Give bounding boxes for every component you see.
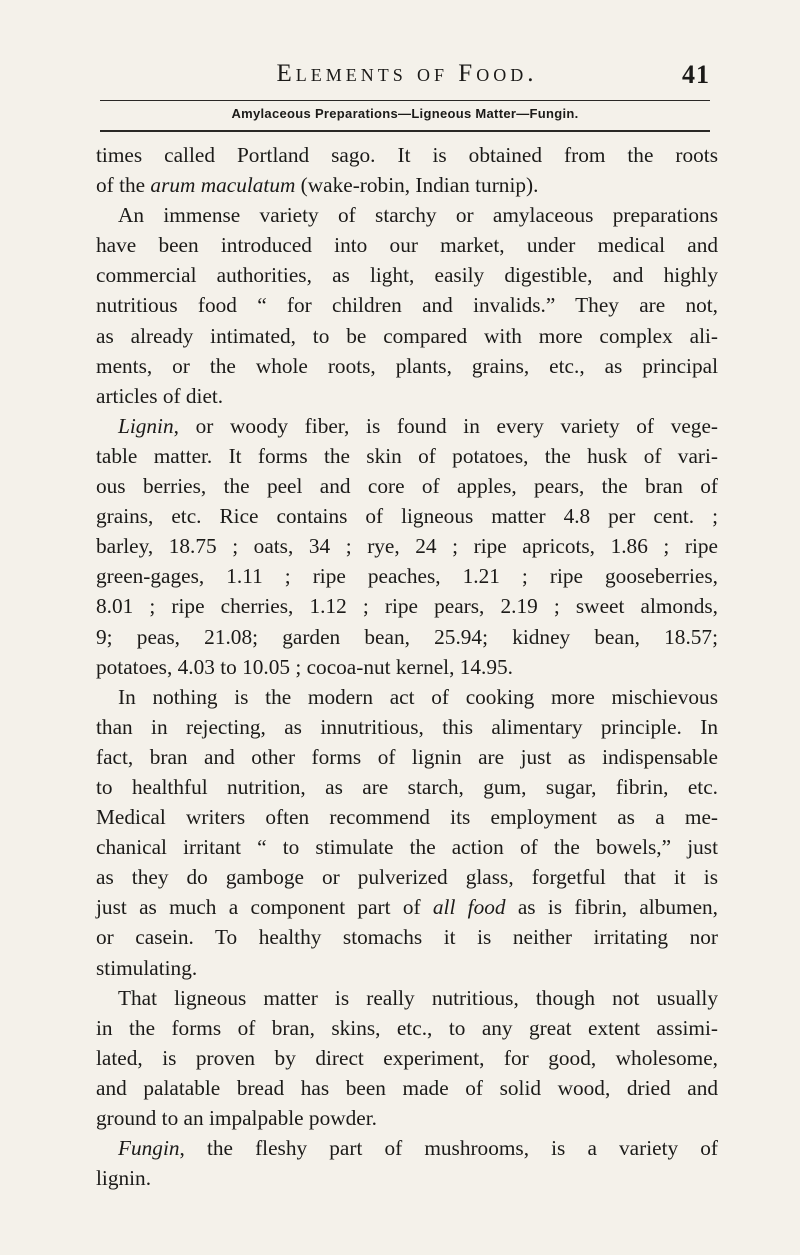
text-segment: of the xyxy=(96,173,151,198)
text-line xyxy=(96,471,718,501)
text-segment: commercial authorities, as light, easily digestible, and highly xyxy=(96,263,718,288)
text-segment: , the fleshy part of mushrooms, is a variety of xyxy=(179,1136,718,1161)
text-segment: as already intimated, to be compared with more complex ali- xyxy=(96,323,718,348)
text-line xyxy=(96,832,718,862)
text-line xyxy=(96,922,718,952)
text-segment: barley, 18.75 ; oats, 34 ; rye, 24 ; ripe apricots, 1.86 ; ripe xyxy=(96,534,718,559)
text-line xyxy=(96,862,718,892)
text-line xyxy=(96,260,718,290)
text-segment: , or woody fiber, is found in every variety of vege- xyxy=(173,413,718,438)
text-segment: times called Portland sago. It is obtained from the roots xyxy=(96,143,718,167)
text-segment: lated, is proven by direct experiment, for good, wholesome, xyxy=(96,1045,718,1070)
text-segment: 8.01 ; ripe cherries, 1.12 ; ripe pears, 2.19 ; sweet almonds, xyxy=(96,594,718,619)
text-line xyxy=(96,983,718,1013)
text-line xyxy=(96,1133,718,1163)
text-line xyxy=(96,441,718,471)
text-line xyxy=(96,501,718,531)
text-segment: and palatable bread has been made of solid wood, dried and xyxy=(96,1075,718,1100)
text-segment: That ligneous matter is really nutritious, though not usually xyxy=(118,985,718,1010)
text-line xyxy=(96,381,718,411)
text-line xyxy=(96,1073,718,1103)
italic-text: all food xyxy=(432,895,506,920)
text-line xyxy=(96,622,718,652)
text-segment: or casein. To healthy stomachs it is neither irritating nor xyxy=(96,925,718,950)
running-title: Elements of Food. xyxy=(276,60,538,87)
text-segment: articles of diet. xyxy=(96,383,224,408)
text-line xyxy=(96,1043,718,1073)
header-rule-bottom xyxy=(100,130,710,132)
text-line xyxy=(96,230,718,260)
running-head xyxy=(104,60,710,100)
text-segment: just as much a component part of xyxy=(96,895,433,920)
text-segment: green-gages, 1.11 ; ripe peaches, 1.21 ; ripe gooseberries, xyxy=(96,564,718,589)
text-line xyxy=(96,682,718,712)
text-line xyxy=(96,200,718,230)
text-segment: than in rejecting, as innutritious, this alimentary principle. In xyxy=(96,714,718,739)
text-line xyxy=(96,411,718,441)
text-segment: have been introduced into our market, under medical and xyxy=(96,233,718,258)
text-line xyxy=(96,290,718,320)
text-line xyxy=(96,561,718,591)
text-segment: to healthful nutrition, as are starch, gum, sugar, fibrin, etc. xyxy=(96,774,718,799)
text-segment: potatoes, 4.03 to 10.05 ; cocoa-nut kernel, 14.95. xyxy=(96,654,513,679)
text-segment: chanical irritant “ to stimulate the action of the bowels,” just xyxy=(96,835,718,860)
text-line xyxy=(96,170,718,200)
text-segment: ments, or the whole roots, plants, grains, etc., as principal xyxy=(96,353,718,378)
text-line xyxy=(96,953,718,983)
text-line xyxy=(96,351,718,381)
text-line xyxy=(96,652,718,682)
text-segment: An immense variety of starchy or amylaceous preparations xyxy=(118,203,718,228)
text-line xyxy=(96,321,718,351)
italic-text: Fungin xyxy=(118,1136,180,1161)
text-segment: grains, etc. Rice contains of ligneous matter 4.8 per cent. ; xyxy=(96,504,718,529)
text-line xyxy=(96,531,718,561)
text-segment: nutritious food “ for children and invalids.” They are not, xyxy=(96,293,718,318)
text-segment: as they do gamboge or pulverized glass, forgetful that it is xyxy=(96,865,718,890)
text-line xyxy=(96,802,718,832)
text-segment: ground to an impalpable powder. xyxy=(96,1106,377,1130)
italic-text: arum maculatum xyxy=(150,173,296,198)
text-segment: Medical writers often recommend its employment as a me- xyxy=(96,805,718,830)
italic-text: Lignin xyxy=(118,413,174,438)
text-line xyxy=(96,892,718,922)
text-segment: in the forms of bran, skins, etc., to any great extent assimi- xyxy=(96,1015,718,1040)
text-segment: lignin. xyxy=(96,1166,152,1191)
text-segment: In nothing is the modern act of cooking more mischievous xyxy=(118,684,718,709)
body-text xyxy=(96,140,718,1193)
header-rule-top xyxy=(100,100,710,101)
page-number: 41 xyxy=(682,60,710,89)
text-segment: ous berries, the peel and core of apples, pears, the bran of xyxy=(96,474,718,499)
text-line xyxy=(96,1163,718,1193)
text-line xyxy=(96,712,718,742)
section-heading: Amylaceous Preparations—Ligneous Matter—Fungin. xyxy=(231,106,579,121)
text-line xyxy=(96,140,718,170)
text-line xyxy=(96,742,718,772)
text-segment: table matter. It forms the skin of potatoes, the husk of vari- xyxy=(96,443,718,468)
text-segment: stimulating. xyxy=(96,955,198,980)
text-segment: as is fibrin, albumen, xyxy=(505,895,719,920)
text-segment: (wake-robin, Indian turnip). xyxy=(295,173,539,198)
text-line xyxy=(96,1103,718,1133)
text-line xyxy=(96,772,718,802)
text-line xyxy=(96,591,718,621)
text-segment: 9; peas, 21.08; garden bean, 25.94; kidney bean, 18.57; xyxy=(96,624,718,649)
text-segment: fact, bran and other forms of lignin are just as indispensable xyxy=(96,744,718,769)
text-line xyxy=(96,1013,718,1043)
